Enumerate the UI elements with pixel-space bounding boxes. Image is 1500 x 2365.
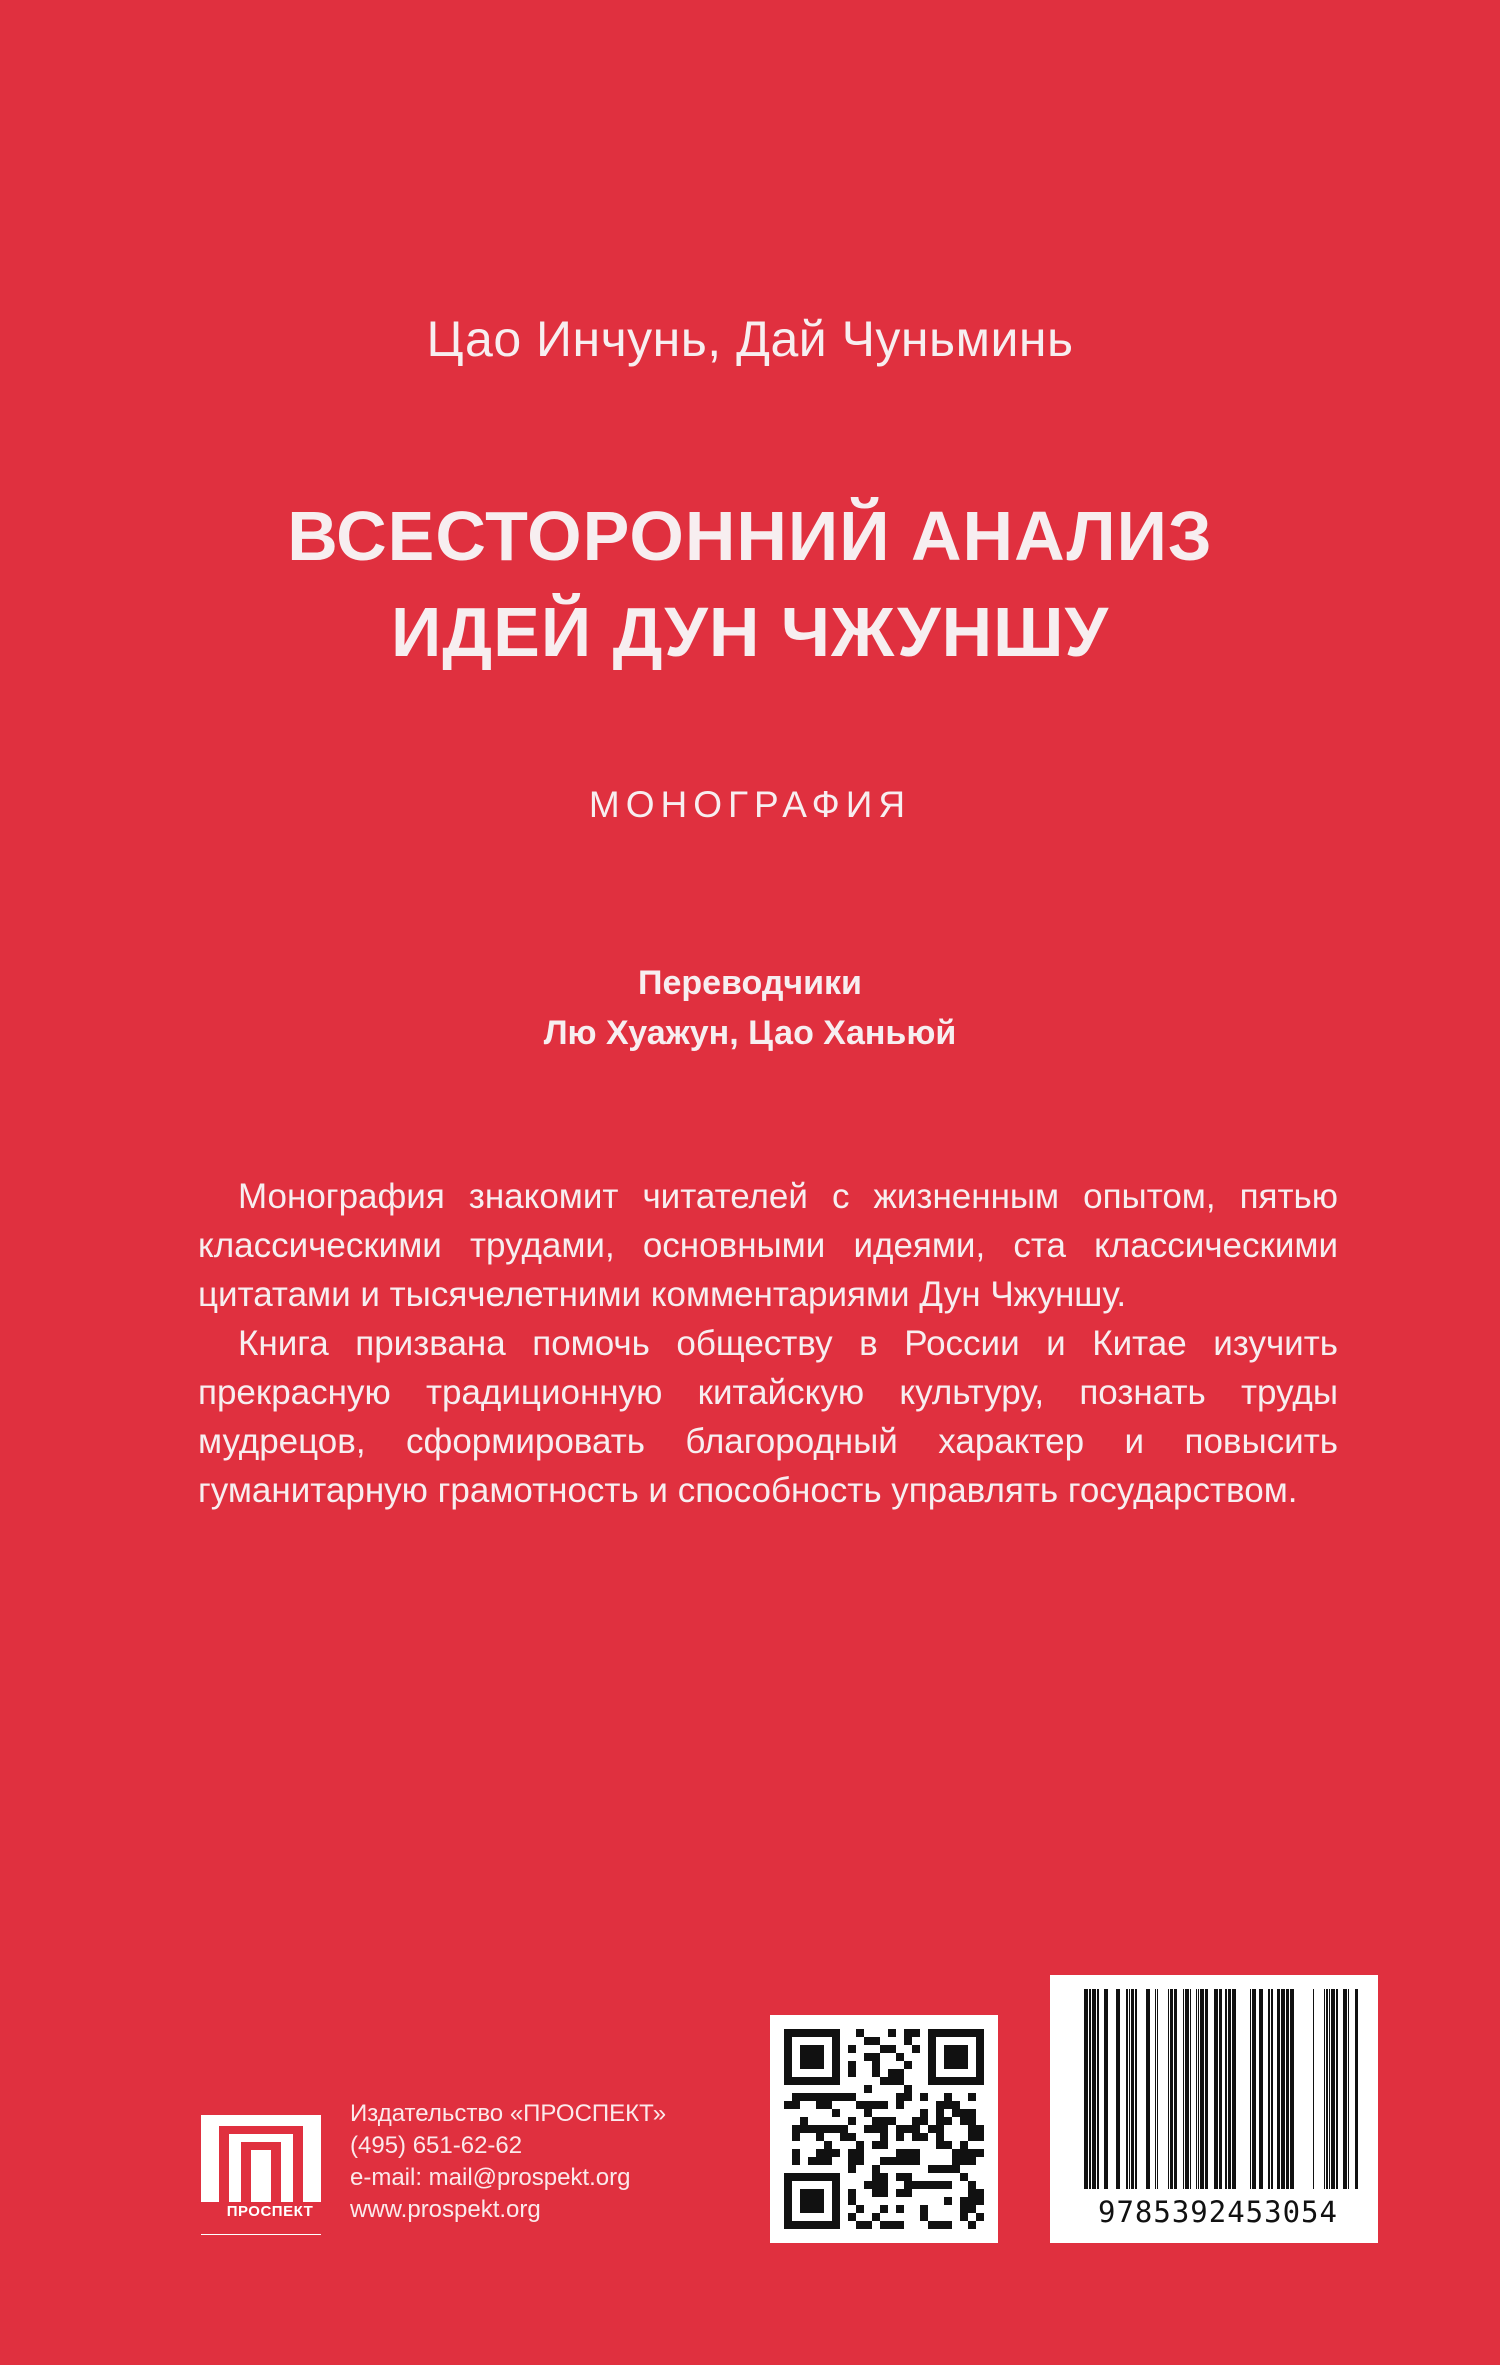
translators-heading: Переводчики bbox=[638, 964, 862, 1002]
publisher-email: e-mail: mail@prospekt.org bbox=[350, 2164, 631, 2191]
genre-label: МОНОГРАФИЯ bbox=[588, 784, 912, 825]
isbn-number: 9785392453054 bbox=[1098, 2195, 1338, 2229]
translators bbox=[0, 958, 1500, 1058]
authors: Цао Инчунь, Дай Чуньминь bbox=[426, 311, 1074, 367]
publisher-logo-icon bbox=[193, 2110, 343, 2260]
annotation-paragraph: Книга призвана помочь обществу в России и Китае изучить прекрасную традиционную китайскую культуру, познать труды мудрецов, сформировать благородный характер и повысить гуманитарную грамотность и способность управлять государством. bbox=[198, 1324, 1338, 1510]
title-line-1: ВСЕСТОРОННИЙ АНАЛИЗ bbox=[287, 497, 1213, 575]
publisher-logo-label: ПРОСПЕКТ bbox=[226, 2203, 314, 2220]
publisher-name: Издательство «ПРОСПЕКТ» bbox=[350, 2100, 667, 2127]
book-title bbox=[0, 488, 1500, 680]
translators-names: Лю Хуажун, Цао Ханьюй bbox=[543, 1014, 957, 1052]
publisher-website: www.prospekt.org bbox=[350, 2196, 541, 2223]
title-line-2: ИДЕЙ ДУН ЧЖУНШУ bbox=[390, 593, 1110, 671]
annotation bbox=[198, 1172, 1338, 1515]
annotation-paragraph: Монография знакомит читателей с жизненным опытом, пятью классическими трудами, основными идеями, ста классическими цитатами и тысячелетними комментариями Дун Чжуншу. bbox=[198, 1177, 1338, 1314]
qr-code-icon bbox=[770, 2015, 998, 2243]
publisher-phone: (495) 651-62-62 bbox=[350, 2132, 523, 2159]
qr-code bbox=[770, 2015, 998, 2243]
publisher-info bbox=[350, 2098, 666, 2226]
